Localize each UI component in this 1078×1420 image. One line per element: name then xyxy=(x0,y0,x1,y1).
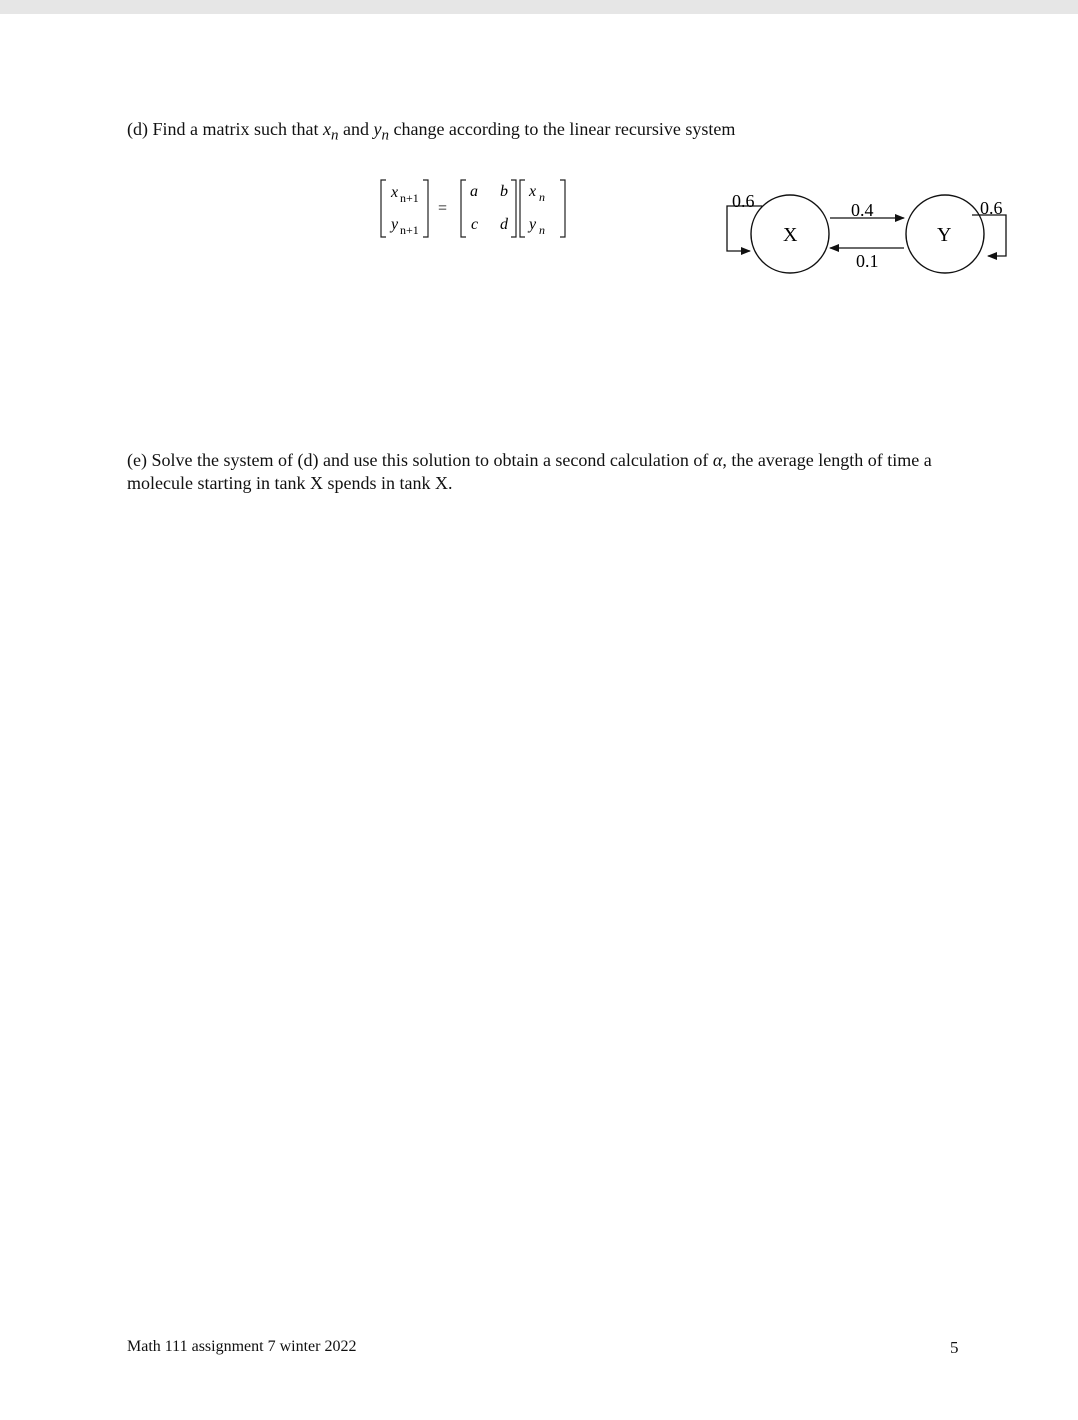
self-loop-y-label: 0.6 xyxy=(980,198,1003,218)
part-e-text-end: , the average length of time a molecule starting in tank X spends in tank X. xyxy=(127,450,932,493)
rhs-x: x xyxy=(529,183,537,200)
tank-diagram xyxy=(720,188,1020,283)
x-to-y-label: 0.4 xyxy=(851,200,874,220)
lhs-y: y xyxy=(391,216,399,233)
matrix-d: d xyxy=(500,216,508,233)
var-y: y xyxy=(373,119,382,139)
rhs-y-sub: n xyxy=(539,223,545,237)
part-e-text-start: (e) Solve the system of (d) and use this solution to obtain a second calculation of xyxy=(127,450,713,470)
y-to-x-label: 0.1 xyxy=(856,251,879,271)
footer-course-title: Math 111 assignment 7 winter 2022 xyxy=(127,1338,357,1355)
rhs-x-sub: n xyxy=(539,190,545,204)
part-d-text-end: change according to the linear recursive system xyxy=(388,119,736,139)
matrix-equation xyxy=(375,174,575,244)
part-d-question xyxy=(127,118,827,148)
matrix-c: c xyxy=(471,216,479,233)
part-d-text-start: (d) Find a matrix such that xyxy=(127,119,323,139)
node-y-label: Y xyxy=(937,224,952,246)
alpha-symbol: α xyxy=(712,450,723,470)
var-x: x xyxy=(322,119,331,139)
matrix-a: a xyxy=(470,183,478,200)
lhs-x: x xyxy=(391,184,399,201)
top-bar xyxy=(0,0,1078,14)
var-x-sub: n xyxy=(330,127,339,144)
var-y-sub: n xyxy=(381,127,389,144)
rhs-y: y xyxy=(529,216,537,233)
equals-sign: = xyxy=(438,200,448,217)
part-d-text-mid: and xyxy=(338,119,374,139)
node-x-label: X xyxy=(783,224,798,246)
self-loop-x-label: 0.6 xyxy=(732,191,755,211)
lhs-y-sub: n+1 xyxy=(400,223,419,237)
page-number: 5 xyxy=(950,1338,959,1357)
part-e-question xyxy=(127,449,947,495)
lhs-x-sub: n+1 xyxy=(400,191,419,205)
matrix-b: b xyxy=(500,183,508,200)
self-loop-y-arrow xyxy=(972,215,1006,256)
